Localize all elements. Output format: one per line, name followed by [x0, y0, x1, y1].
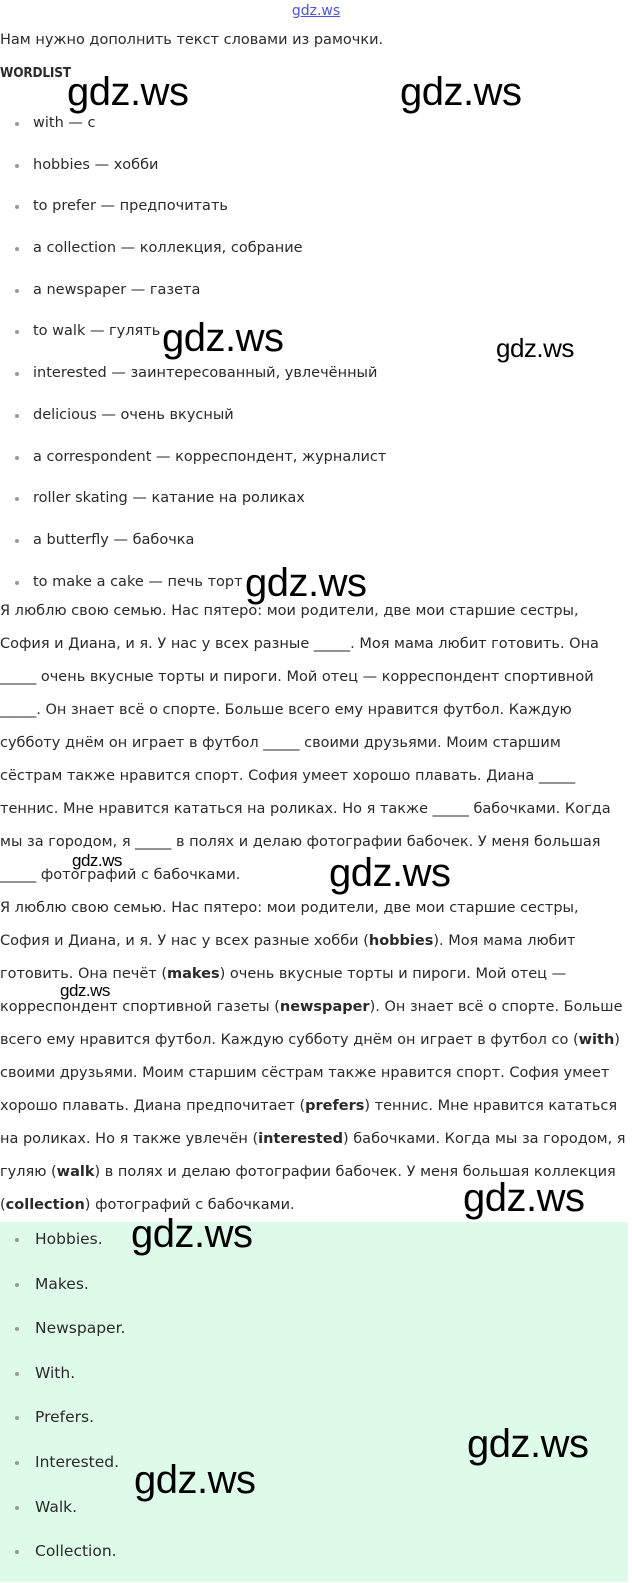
site-link[interactable]: gdz.ws — [291, 3, 341, 19]
watermark: gdz.ws — [463, 1176, 585, 1220]
watermark: gdz.ws — [134, 1458, 256, 1502]
solution-text: всего ему нравится футбол. Каждую субботу днём он играет в футбол со ( — [0, 1032, 579, 1048]
solution-text: София и Диана, и я. У нас у всех разные хобби ( — [0, 933, 369, 949]
watermark: gdz.ws — [67, 70, 189, 114]
answer-item: Hobbies. — [0, 1226, 628, 1271]
task-line: _____. Он знает всё о спорте. Больше всего ему нравится футбол. Каждую — [0, 702, 572, 718]
solution-text: ( — [0, 1197, 6, 1213]
watermark: gdz.ws — [60, 981, 110, 1000]
solution-text: ) фотографий с бабочками. — [84, 1197, 295, 1213]
task-line: мы за городом, я _____ в полях и делаю фотографии бабочек. У меня большая — [0, 834, 601, 850]
solution-text: гуляю ( — [0, 1164, 57, 1180]
solution-text: хорошо плавать. Диана предпочитает ( — [0, 1098, 306, 1114]
task-line: Я люблю свою семью. Нас пятеро: мои родители, две мои старшие сестры, — [0, 603, 579, 619]
solution-line — [0, 1024, 628, 1057]
solution-paragraph — [0, 892, 628, 1222]
watermark: gdz.ws — [329, 851, 451, 895]
answer-item: Makes. — [0, 1271, 628, 1316]
watermark: gdz.ws — [496, 333, 574, 363]
solution-text: ) очень вкусные торты и пироги. Мой отец — — [219, 966, 567, 982]
answer-word: newspaper — [279, 999, 370, 1015]
task-line: теннис. Мне нравится кататься на роликах. Но я также _____ бабочками. Когда — [0, 801, 611, 817]
answer-item: With. — [0, 1360, 628, 1405]
watermark: gdz.ws — [400, 70, 522, 114]
wordlist-item: a correspondent — корреспондент, журналист — [0, 444, 632, 486]
solution-text: корреспондент спортивной газеты ( — [0, 999, 280, 1015]
answer-word: collection — [5, 1197, 85, 1213]
solution-text: ). Он знает всё о спорте. Больше — [369, 999, 623, 1015]
answer-word: walk — [56, 1164, 95, 1180]
wordlist-item: to walk — гулять — [0, 318, 632, 360]
watermark: gdz.ws — [131, 1212, 253, 1256]
wordlist-item: delicious — очень вкусный — [0, 402, 632, 444]
answers-list — [0, 1226, 628, 1583]
answer-word: with — [578, 1032, 615, 1048]
wordlist-item: to prefer — предпочитать — [0, 193, 632, 235]
wordlist-item: to make a cake — печь торт — [0, 569, 632, 611]
wordlist-title: WORDLIST — [0, 65, 71, 81]
watermark: gdz.ws — [162, 316, 284, 360]
solution-text: ) теннис. Мне нравится кататься — [364, 1098, 618, 1114]
answer-item: Prefers. — [0, 1404, 628, 1449]
wordlist-item: hobbies — хобби — [0, 152, 632, 194]
solution-text: ) — [614, 1032, 620, 1048]
solution-line — [0, 892, 628, 925]
wordlist-item: roller skating — катание на роликах — [0, 485, 632, 527]
task-line: субботу днём он играет в футбол _____ своими друзьями. Моим старшим — [0, 735, 561, 751]
task-paragraph — [0, 595, 628, 895]
solution-line — [0, 1090, 628, 1123]
watermark: gdz.ws — [72, 851, 122, 870]
answer-word: hobbies — [368, 933, 434, 949]
task-line: сёстрам также нравится спорт. София умеет хорошо плавать. Диана _____ — [0, 768, 576, 784]
solution-line — [0, 1057, 628, 1090]
task-line: София и Диана, и я. У нас у всех разные _____. Моя мама любит готовить. Она — [0, 636, 599, 652]
solution-text: своими друзьями. Моим старшим сёстрам также нравится спорт. София умеет — [0, 1065, 610, 1081]
intro-text: Нам нужно дополнить текст словами из рамочки. — [0, 32, 384, 48]
solution-text: ) в полях и делаю фотографии бабочек. У меня большая коллекция — [94, 1164, 616, 1180]
solution-text: ). Моя мама любит — [433, 933, 576, 949]
watermark: gdz.ws — [245, 561, 367, 605]
answer-word: prefers — [305, 1098, 365, 1114]
wordlist-item: with — с — [0, 110, 632, 152]
answer-item: Walk. — [0, 1494, 628, 1539]
answer-word: interested — [258, 1131, 343, 1147]
solution-text: готовить. Она печёт ( — [0, 966, 167, 982]
answer-item: Interested. — [0, 1449, 628, 1494]
solution-line — [0, 925, 628, 958]
answer-item: Newspaper. — [0, 1315, 628, 1360]
solution-text: на роликах. Но я также увлечён ( — [0, 1131, 259, 1147]
answer-word: makes — [166, 966, 220, 982]
watermark: gdz.ws — [467, 1422, 589, 1466]
wordlist-item: a collection — коллекция, собрание — [0, 235, 632, 277]
solution-text: ) бабочками. Когда мы за городом, я — [342, 1131, 626, 1147]
task-line: _____ очень вкусные торты и пироги. Мой отец — корреспондент спортивной — [0, 669, 594, 685]
wordlist-item: a newspaper — газета — [0, 277, 632, 319]
solution-text: Я люблю свою семью. Нас пятеро: мои родители, две мои старшие сестры, — [0, 900, 579, 916]
answer-item: Collection. — [0, 1538, 628, 1583]
wordlist-item: a butterfly — бабочка — [0, 527, 632, 569]
task-line: _____ фотографий с бабочками. — [0, 867, 241, 883]
solution-line — [0, 1123, 628, 1156]
wordlist-item: interested — заинтересованный, увлечённый — [0, 360, 632, 402]
